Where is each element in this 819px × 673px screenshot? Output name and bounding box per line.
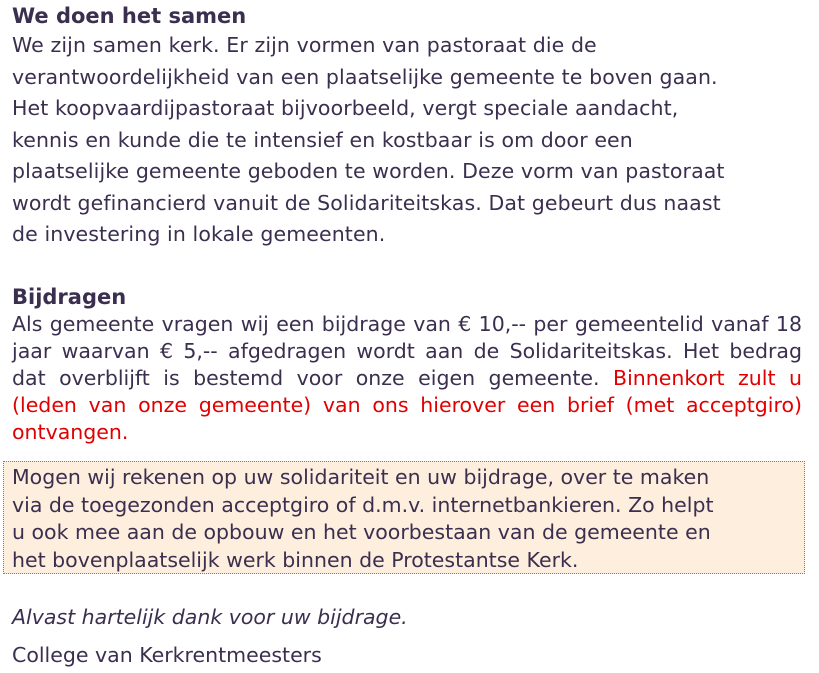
signature: College van Kerkrentmeesters — [12, 643, 322, 667]
bijdragen-text: Als gemeente vragen wij een bijdrage van € 10,-- per gemeentelid vanaf 18 jaar waarvan € 5,-- afgedragen wordt aan de Solidariteitskas. Het bedrag dat overblijft is bestemd voor onze eigen gemeente. — [12, 311, 802, 390]
paragraph-line: de investering in lokale gemeenten. — [12, 222, 386, 246]
paragraph-line: wordt gefinancierd vanuit de Solidariteitskas. Dat gebeurt dus naast — [12, 190, 721, 215]
section-heading-samen: We doen het samen — [12, 4, 247, 28]
paragraph-line: Het koopvaardijpastoraat bijvoorbeeld, vergt speciale aandacht, — [12, 96, 679, 120]
bijdragen-highlight: Binnenkort zult u (leden van onze gemeente) van ons hierover een brief (met acceptgiro) ontvangen. — [12, 365, 802, 444]
callout-line: het bovenplaatselijk werk binnen de Protestantse Kerk. — [12, 547, 579, 572]
section-paragraph-samen — [12, 30, 802, 251]
paragraph-line: We zijn samen kerk. Er zijn vormen van pastoraat die de — [12, 33, 597, 57]
section-paragraph-bijdragen — [12, 311, 802, 446]
document — [12, 0, 802, 446]
section-heading-bijdragen: Bijdragen — [12, 284, 127, 309]
paragraph-line: kennis en kunde die te intensief en kostbaar is om door een — [12, 127, 633, 152]
paragraph-line: plaatselijke gemeente geboden te worden. Deze vorm van pastoraat — [12, 159, 725, 183]
callout-line: via de toegezonden acceptgiro of d.m.v. internetbankieren. Zo helpt — [12, 492, 714, 517]
paragraph-line: verantwoordelijkheid van een plaatselijke gemeente te boven gaan. — [12, 64, 718, 89]
callout-line: u ook mee aan de opbouw en het voorbestaan van de gemeente en — [12, 520, 711, 544]
thanks-text: Alvast hartelijk dank voor uw bijdrage. — [12, 605, 408, 629]
callout-line: Mogen wij rekenen op uw solidariteit en uw bijdrage, over te maken — [12, 465, 710, 489]
callout-box — [3, 461, 805, 574]
